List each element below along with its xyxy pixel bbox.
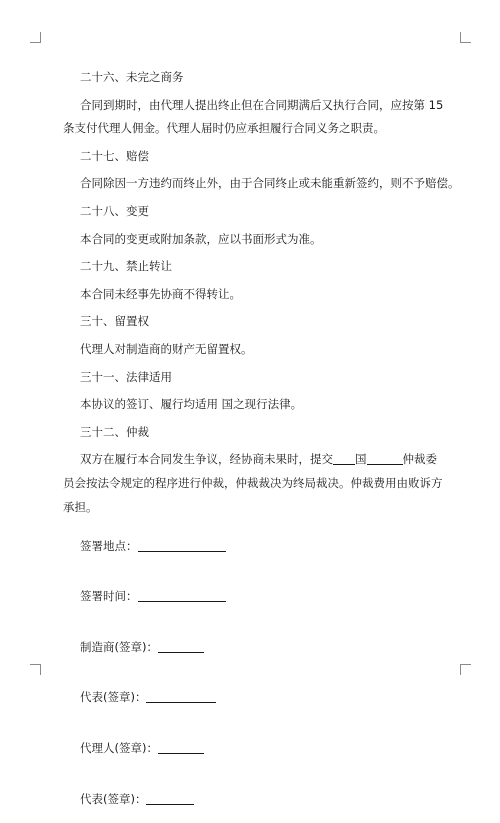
signature-label: 制造商(签章)： [80,639,158,654]
arbitration-text-2: 国 [355,452,367,467]
arbitration-text-3: 仲裁委员会按法令规定的程序进行仲裁，仲裁裁决为终局裁决。仲裁费用由败诉方承担。 [63,452,443,514]
signature-blank-place[interactable] [138,539,226,552]
commission-blank[interactable] [367,452,403,465]
section-body: 本合同的变更或附加条款，应以书面形式为准。 [80,231,322,246]
section-body: 合同除因一方违约而终止外，由于合同终止或未能重新签约，则不予赔偿。 [80,176,460,191]
signature-label: 代理人(签章)： [80,740,158,755]
section-body: 合同到期时，由代理人提出终止但在合同期满后又执行合同，应按第 15 条支付代理人佣金。代理人届时仍应承担履行合同义务之职责。 [63,97,444,136]
signature-label: 签署地点： [80,538,138,553]
section-heading: 三十、留置权 [80,314,149,329]
signature-line-time [63,585,445,609]
section-heading: 二十七、赔偿 [80,148,149,163]
arbitration-heading: 三十二、仲裁 [80,424,149,439]
signature-blank-representative-1[interactable] [146,690,216,703]
signature-line-representative-1 [63,686,445,710]
section-body: 本协议的签订、履行均适用 国之现行法律。 [80,397,303,412]
section-heading: 二十九、禁止转让 [80,259,172,274]
crop-mark-top-right [460,32,471,43]
signature-label: 代表(签章)： [80,690,147,705]
crop-mark-bottom-right [460,664,471,675]
country-blank[interactable] [333,452,355,465]
section-heading: 二十八、变更 [80,203,149,218]
signature-line-manufacturer [63,636,445,660]
crop-mark-top-left [30,32,41,43]
signature-label: 签署时间： [80,589,138,604]
signature-blank-representative-2[interactable] [146,792,194,805]
arbitration-text-1: 双方在履行本合同发生争议，经协商未果时，提交 [80,452,333,467]
arbitration-body [63,448,448,519]
signature-label: 代表(签章)： [80,791,147,806]
section-body: 本合同未经事先协商不得转让。 [80,286,241,301]
signature-line-representative-2 [63,788,445,812]
signature-line-place [63,535,445,559]
crop-mark-bottom-left [30,664,41,675]
section-body: 代理人对制造商的财产无留置权。 [80,341,253,356]
document-body [63,66,460,823]
signature-blank-agent[interactable] [158,741,204,754]
signature-line-agent [63,737,445,761]
signature-blank-time[interactable] [138,589,226,602]
section-heading: 三十一、法律适用 [80,369,172,384]
signature-blank-manufacturer[interactable] [158,640,204,653]
section-heading: 二十六、未完之商务 [80,70,184,84]
